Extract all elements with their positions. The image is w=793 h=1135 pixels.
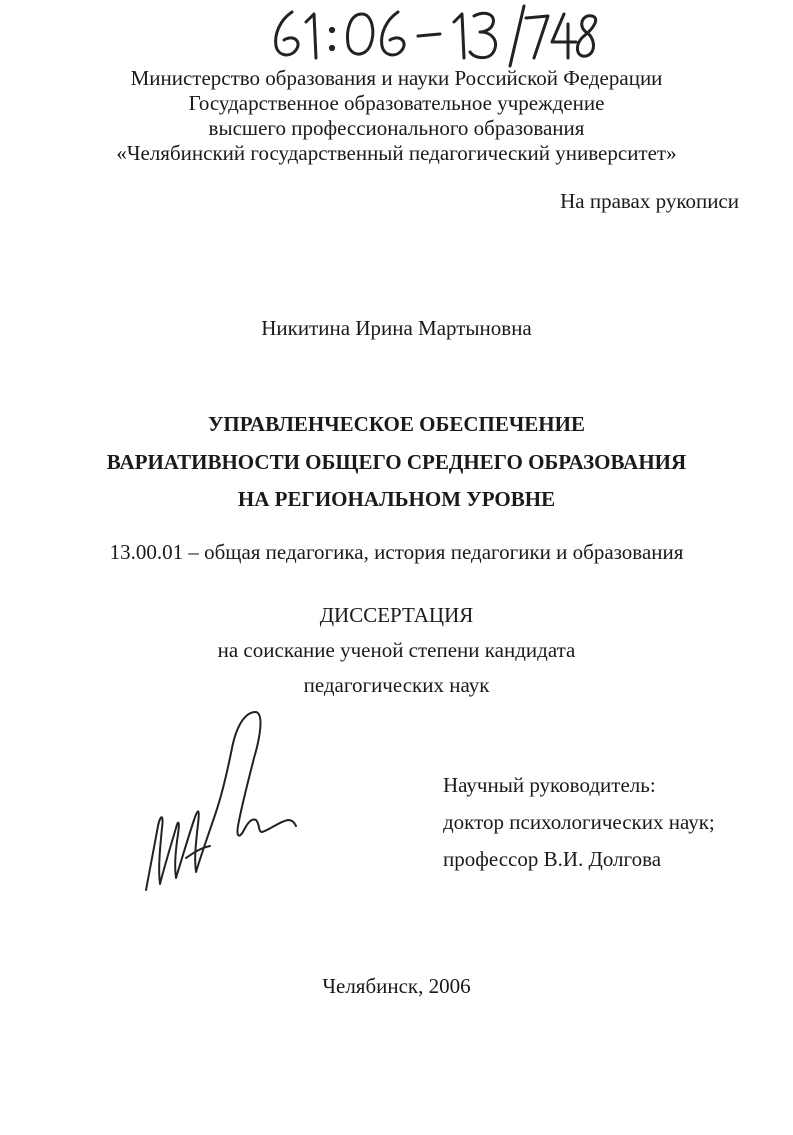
city-year: Челябинск, 2006: [322, 974, 471, 998]
degree-field: педагогических наук: [303, 673, 490, 697]
thesis-title-line-2: ВАРИАТИВНОСТИ ОБЩЕГО СРЕДНЕГО ОБРАЗОВАНИЯ: [106, 450, 687, 474]
degree-purpose: на соискание ученой степени кандидата: [217, 638, 576, 662]
supervisor-degree: доктор психологических наук;: [443, 810, 715, 834]
institution-ministry: Министерство образования и науки Российской Федерации: [130, 66, 663, 90]
specialty-code: 13.00.01 – общая педагогика, история педагогики и образования: [109, 540, 684, 564]
thesis-title-line-1: УПРАВЛЕНЧЕСКОЕ ОБЕСПЕЧЕНИЕ: [208, 412, 585, 436]
manuscript-note: На правах рукописи: [560, 189, 739, 213]
supervisor-label: Научный руководитель:: [443, 773, 656, 797]
handwritten-signature: [140, 708, 300, 908]
author-name: Никитина Ирина Мартыновна: [261, 316, 532, 340]
handwritten-archive-number: [262, 0, 602, 70]
institution-type: Государственное образовательное учреждение: [188, 91, 605, 115]
institution-level: высшего профессионального образования: [208, 116, 585, 140]
thesis-title-line-3: НА РЕГИОНАЛЬНОМ УРОВНЕ: [237, 487, 556, 511]
supervisor-name: профессор В.И. Долгова: [443, 847, 662, 871]
institution-name: «Челябинский государственный педагогический университет»: [116, 141, 677, 165]
document-type: ДИССЕРТАЦИЯ: [319, 603, 474, 627]
